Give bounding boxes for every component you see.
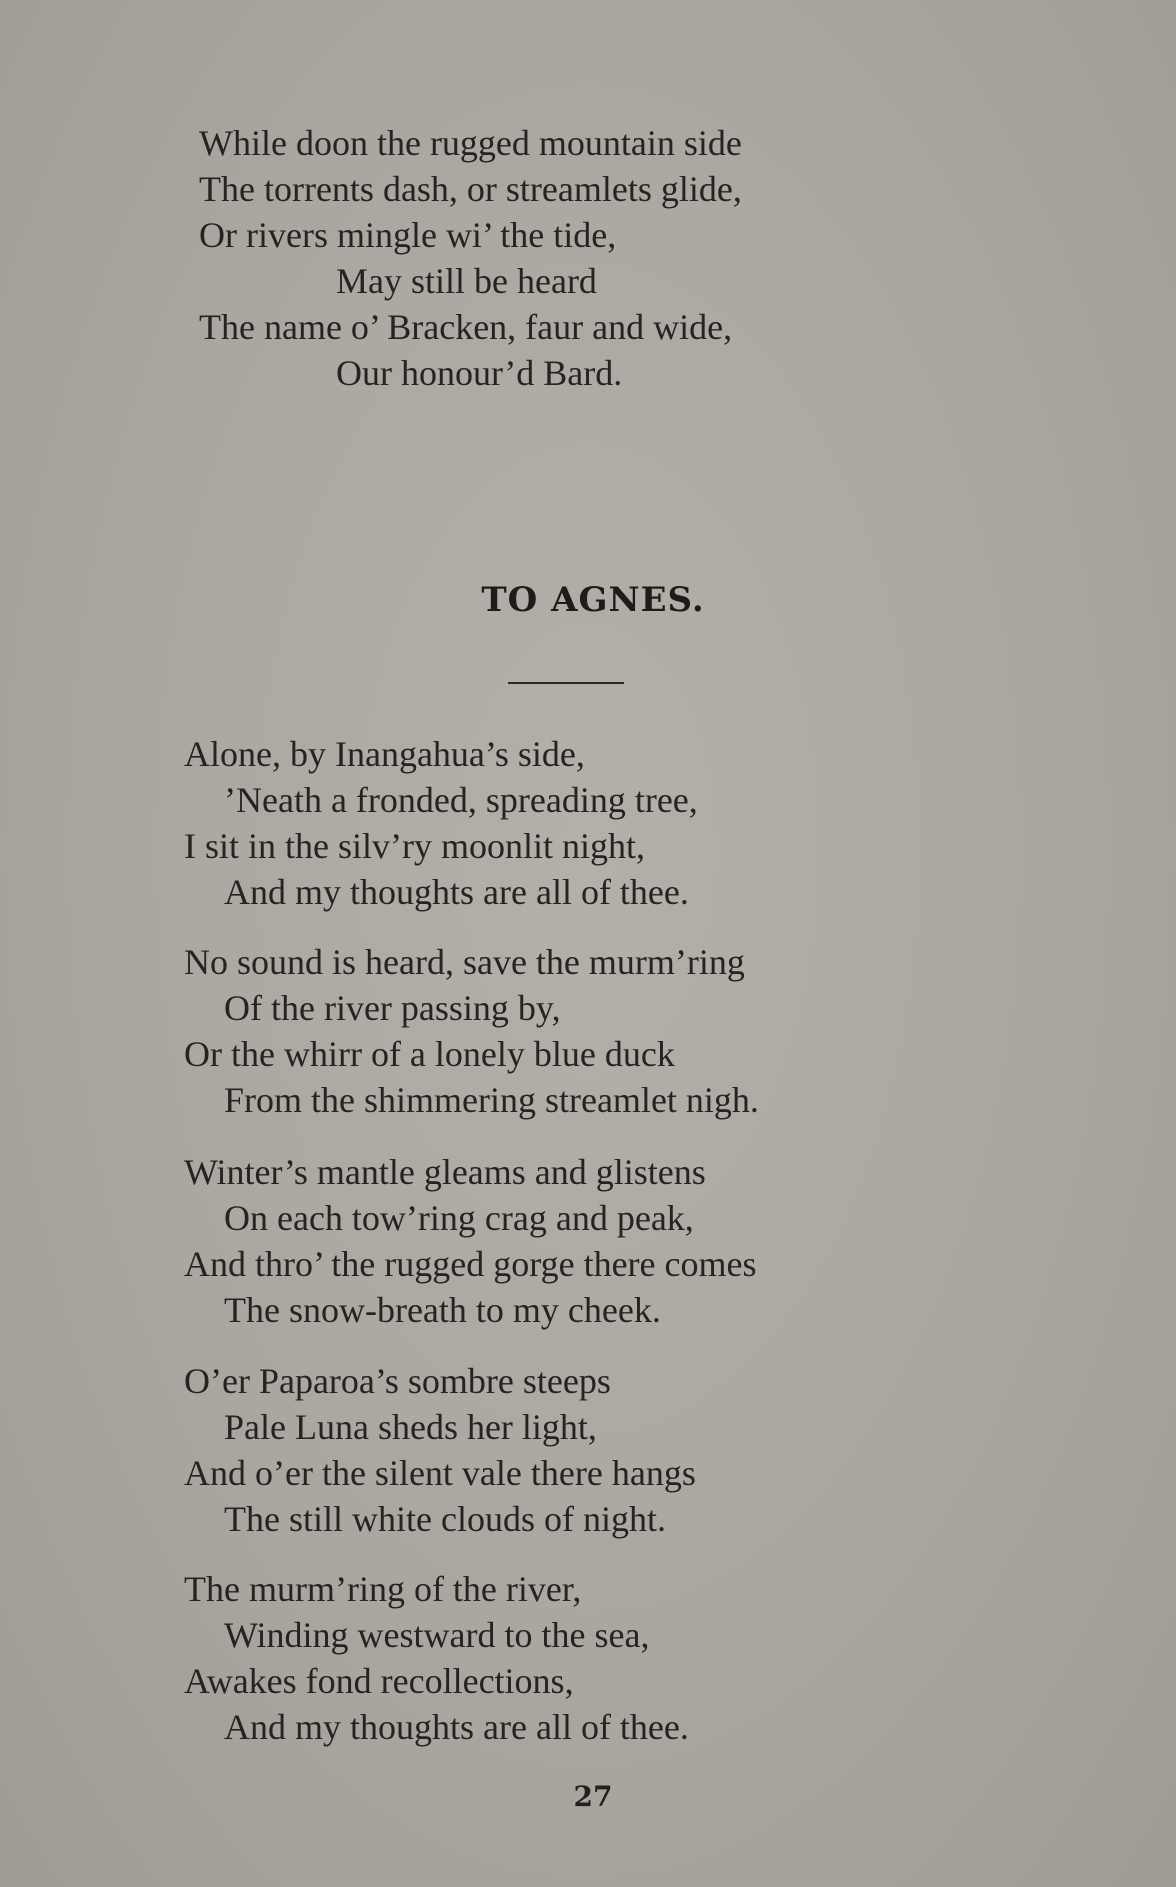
verse-line: The torrents dash, or streamlets glide, [199,169,742,209]
stanza-1 [184,731,698,915]
verse-line: Winding westward to the sea, [224,1615,650,1655]
poem-title: TO AGNES. [481,580,705,620]
verse-line: Of the river passing by, [224,988,561,1028]
stanza-2 [184,939,759,1123]
verse-line: Or the whirr of a lonely blue duck [184,1034,675,1074]
title-divider-rule [508,682,624,684]
verse-line: Awakes fond recollections, [184,1661,574,1701]
stanza-5 [184,1566,689,1750]
page-number: 27 [573,1780,613,1813]
verse-line: O’er Paparoa’s sombre steeps [184,1361,611,1401]
verse-line: No sound is heard, save the murm’ring [184,942,745,982]
verse-line: On each tow’ring crag and peak, [224,1198,694,1238]
verse-line: ’Neath a fronded, spreading tree, [224,780,698,820]
verse-line: And thro’ the rugged gorge there comes [184,1244,757,1284]
verse-line: Pale Luna sheds her light, [224,1407,597,1447]
verse-line: Alone, by Inangahua’s side, [184,734,585,774]
verse-line: I sit in the silv’ry moonlit night, [184,826,645,866]
verse-line: Our honour’d Bard. [336,353,623,393]
previous-poem-closing-stanza [199,120,742,396]
stanza-3 [184,1149,756,1333]
verse-line: The snow-breath to my cheek. [224,1290,661,1330]
verse-line: Or rivers mingle wi’ the tide, [199,215,617,255]
verse-line: While doon the rugged mountain side [199,123,742,163]
verse-line: The murm’ring of the river, [184,1569,582,1609]
verse-line: And my thoughts are all of thee. [224,872,689,912]
verse-line: May still be heard [336,261,597,301]
verse-line: Winter’s mantle gleams and glistens [184,1152,706,1192]
stanza-4 [184,1358,696,1542]
verse-line: The name o’ Bracken, faur and wide, [199,307,733,347]
verse-line: And o’er the silent vale there hangs [184,1453,696,1493]
verse-line: From the shimmering streamlet nigh. [224,1080,759,1120]
verse-line: And my thoughts are all of thee. [224,1707,689,1747]
verse-line: The still white clouds of night. [224,1499,666,1539]
